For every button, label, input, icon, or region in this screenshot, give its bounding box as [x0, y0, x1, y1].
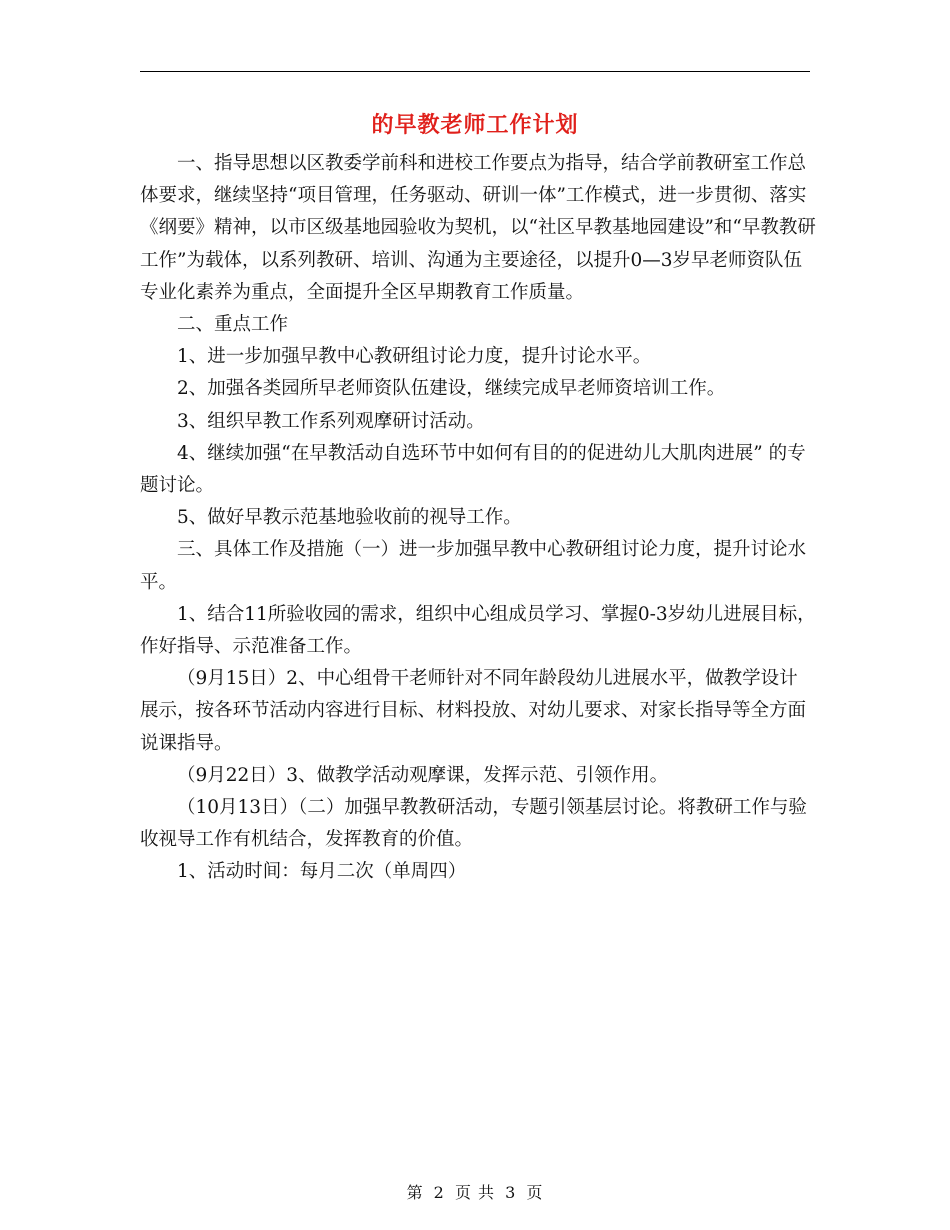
- paragraph-guiding-ideology: 一、指导思想以区教委学前科和进校工作要点为指导，结合学前教研室工作总体要求，继续坚持“项目管理，任务驱动、研训一体”工作模式，进一步贯彻、落实《纲要》精神，以市区级基地园验收为契机，以“社区早教基地园建设”和“早教教研工作”为载体，以系列教研、培训、沟通为主要途径，以提升0—3岁早老师资队伍专业化素养为重点，全面提升全区早期教育工作质量。: [140, 153, 816, 303]
- header-rule: [140, 71, 810, 72]
- paragraph-key-work-1: 1、进一步加强早教中心教研组讨论力度，提升讨论水平。: [177, 346, 652, 368]
- paragraph-key-work-3: 3、组织早教工作系列观摩研讨活动。: [177, 410, 485, 432]
- document-title: 的早教老师工作计划: [371, 112, 579, 138]
- paragraph-measures-2: （9月15日）2、中心组骨干老师针对不同年龄段幼儿进展水平，做教学设计展示，按各环节活动内容进行目标、材料投放、对幼儿要求、对家长指导等全方面说课指导。: [140, 668, 807, 754]
- heading-key-work: 二、重点工作: [177, 314, 289, 336]
- paragraph-measures-3: （9月22日）3、做教学活动观摩课，发挥示范、引领作用。: [177, 764, 669, 786]
- footer-suffix: 页: [526, 1183, 544, 1202]
- paragraph-measures-intro: 三、具体工作及措施（一）进一步加强早教中心教研组讨论力度，提升讨论水平。: [140, 539, 807, 593]
- paragraph-activity-time: 1、活动时间：每月二次（单周四）: [177, 861, 467, 883]
- paragraph-measures-1: 1、结合11所验收园的需求，组织中心组成员学习、掌握0-3岁幼儿进展目标，作好指导、示范准备工作。: [140, 603, 816, 658]
- page-footer: [0, 1180, 950, 1203]
- footer-current-page: 2: [433, 1183, 445, 1202]
- document-body: [140, 148, 816, 889]
- paragraph-key-work-5: 5、做好早教示范基地验收前的视导工作。: [177, 507, 522, 529]
- footer-total-pages: 3: [505, 1183, 517, 1202]
- paragraph-key-work-2: 2、加强各类园所早老师资队伍建设，继续完成早老师资培训工作。: [177, 378, 726, 400]
- footer-prefix: 第: [406, 1183, 424, 1202]
- paragraph-measures-4: （10月13日）（二）加强早教教研活动，专题引领基层讨论。将教研工作与验收视导工作有机结合，发挥教育的价值。: [140, 797, 807, 851]
- footer-middle: 页 共: [454, 1183, 496, 1202]
- paragraph-key-work-4: 4、继续加强“在早教活动自选环节中如何有目的的促进幼儿大肌肉进展” 的专题讨论。: [140, 442, 806, 497]
